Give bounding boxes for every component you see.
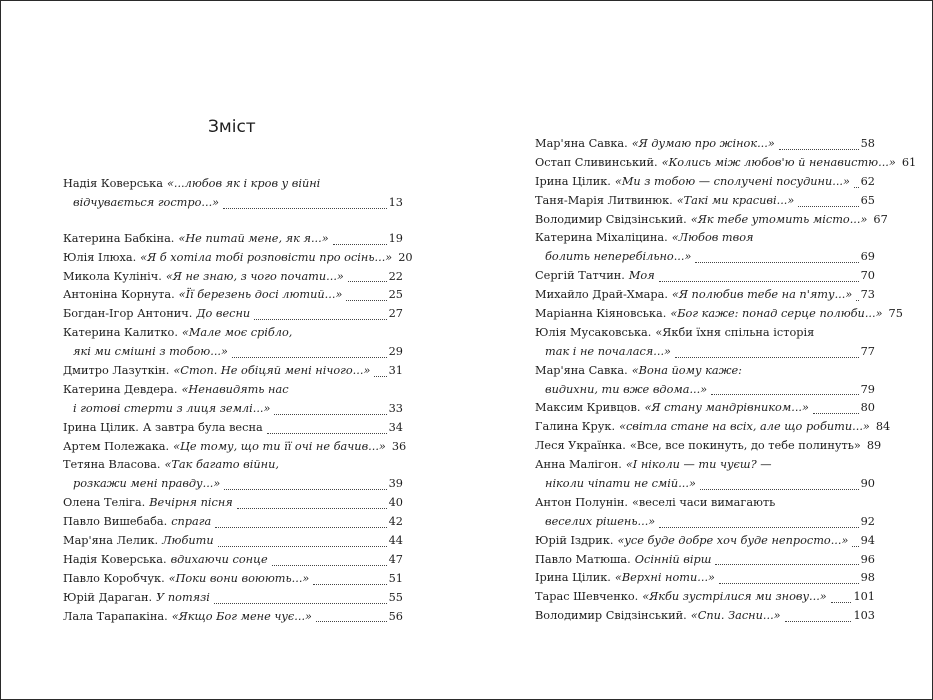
dot-leader xyxy=(813,413,859,414)
entry-title: «Якби їхня спільна історія xyxy=(655,325,815,339)
entry-title: «Якщо Бог мене чує...» xyxy=(171,609,312,623)
entry-author: Тарас Шевченко. xyxy=(535,590,639,604)
toc-entry xyxy=(63,305,403,324)
page-number: 94 xyxy=(860,533,875,547)
toc-line xyxy=(535,286,875,305)
entry-author: Артем Полежака. xyxy=(63,439,170,453)
dot-leader xyxy=(254,319,386,320)
toc-line xyxy=(535,607,875,626)
entry-author: Мар'яна Савка. xyxy=(535,363,628,377)
toc-entry xyxy=(63,362,403,381)
dot-leader xyxy=(274,414,386,415)
dot-leader xyxy=(659,281,859,282)
toc-line xyxy=(535,135,875,154)
toc-entry xyxy=(63,324,403,362)
toc-line-continued xyxy=(63,194,403,213)
entry-author: Лала Тарапакіна. xyxy=(63,609,168,623)
dot-leader xyxy=(267,433,387,434)
dot-leader xyxy=(831,602,852,603)
toc-gap xyxy=(63,213,403,230)
entry-title: «...любов як і кров у війні xyxy=(166,177,321,190)
entry-title: «Любов твоя xyxy=(671,231,754,245)
toc-left-column xyxy=(63,175,413,626)
page-number: 77 xyxy=(860,344,875,358)
entry-title: «Все, все покинуть, до тебе полинуть» xyxy=(629,439,861,453)
toc-line xyxy=(63,438,407,457)
toc-line xyxy=(63,381,403,400)
page-number: 13 xyxy=(388,195,403,209)
toc-entry xyxy=(535,494,875,532)
dot-leader xyxy=(675,357,859,358)
entry-title: «веселі часи вимагають xyxy=(632,495,776,509)
entry-author: Леся Українка. xyxy=(535,439,626,453)
toc-entry xyxy=(63,419,403,438)
entry-title: «Це тому, що ти її очі не бачив...» xyxy=(173,439,386,453)
entry-title: «Я не знаю, з чого почати...» xyxy=(165,269,344,283)
entry-author: Надія Коверська xyxy=(63,177,163,190)
entry-author: Дмитро Лазуткін. xyxy=(63,364,170,378)
entry-title: «Ми з тобою — сполучені посудини...» xyxy=(614,174,850,188)
entry-title: «Поки вони воюють...» xyxy=(168,571,310,585)
entry-title: До весни xyxy=(196,307,251,321)
page-number: 80 xyxy=(860,401,875,415)
entry-author: Михайло Драй-Хмара. xyxy=(535,288,668,302)
toc-entry xyxy=(63,268,403,287)
toc-line xyxy=(63,570,403,589)
page-number: 39 xyxy=(388,477,403,491)
toc-line xyxy=(535,305,903,324)
toc-line xyxy=(63,286,403,305)
toc-line xyxy=(63,456,403,475)
page-number: 90 xyxy=(860,477,875,491)
toc-line xyxy=(63,608,403,627)
page-number: 20 xyxy=(398,250,413,264)
entry-author: Юрій Іздрик. xyxy=(535,533,614,547)
toc-entry xyxy=(63,230,403,249)
page-number: 47 xyxy=(388,552,403,566)
toc-line xyxy=(535,229,875,248)
entry-title: «Спи. Засни...» xyxy=(690,609,781,623)
entry-title: «Я думаю про жінок...» xyxy=(631,137,775,150)
toc-entry xyxy=(535,324,875,362)
toc-line xyxy=(63,249,413,268)
page-number: 58 xyxy=(860,137,875,150)
toc-line xyxy=(63,268,403,287)
dot-leader xyxy=(711,394,858,395)
page-number: 75 xyxy=(888,307,903,321)
toc-line xyxy=(535,154,917,173)
dot-leader xyxy=(333,244,387,245)
toc-line xyxy=(535,437,882,456)
dot-leader xyxy=(779,149,859,150)
page-number: 19 xyxy=(388,231,403,245)
toc-line xyxy=(535,456,875,475)
dot-leader xyxy=(798,206,858,207)
toc-entry xyxy=(535,267,875,286)
toc-entry xyxy=(535,211,888,230)
page-number: 103 xyxy=(853,609,875,623)
toc-line xyxy=(63,589,403,608)
dot-leader xyxy=(659,527,858,528)
entry-author: Ірина Цілик. xyxy=(535,174,611,188)
entry-author: Антон Полунін. xyxy=(535,495,628,509)
entry-author: Галина Крук. xyxy=(535,420,616,434)
entry-title: «Я б хотіла тобі розповісти про осінь...» xyxy=(140,250,393,264)
toc-line xyxy=(535,211,888,230)
page-number: 62 xyxy=(860,174,875,188)
toc-entry xyxy=(535,607,875,626)
toc-line xyxy=(535,551,875,570)
entry-title: «Якби зустрілися ми знову...» xyxy=(642,590,827,604)
page-number: 56 xyxy=(388,609,403,623)
toc-line xyxy=(535,399,875,418)
toc-entry xyxy=(535,192,875,211)
page-number: 73 xyxy=(860,288,875,302)
toc-line xyxy=(535,173,875,192)
page-number: 55 xyxy=(388,590,403,604)
page-number: 34 xyxy=(388,420,403,434)
toc-line xyxy=(535,588,875,607)
dot-leader xyxy=(715,564,858,565)
page-number: 33 xyxy=(388,401,403,415)
toc-line xyxy=(535,324,875,343)
entry-author: Таня-Марія Литвинюк. xyxy=(535,193,673,207)
toc-entry xyxy=(535,551,875,570)
entry-title: «Колись між любов'ю й ненавистю...» xyxy=(661,155,896,169)
page-number: 61 xyxy=(901,155,917,169)
toc-entry xyxy=(63,456,403,494)
entry-title: «І ніколи — ти чуєш? — xyxy=(625,458,772,472)
page-number: 31 xyxy=(388,364,403,378)
entry-title: У потязі xyxy=(156,590,210,604)
toc-line-continued xyxy=(535,343,875,362)
entry-title: Вечірня пісня xyxy=(149,496,233,510)
dot-leader xyxy=(218,546,387,547)
toc-line xyxy=(63,494,403,513)
entry-title: «Так багато війни, xyxy=(164,458,279,472)
toc-entry xyxy=(535,305,903,324)
page-number: 70 xyxy=(860,269,875,283)
entry-title: «Стоп. Не обіцяй мені нічого...» xyxy=(173,364,371,378)
toc-entry xyxy=(535,173,875,192)
toc-line xyxy=(535,532,875,551)
toc-line xyxy=(535,267,875,286)
entry-author: Тетяна Власова. xyxy=(63,458,161,472)
entry-author: Володимир Свідзінський. xyxy=(535,609,687,623)
toc-line xyxy=(63,551,403,570)
toc-line xyxy=(63,305,403,324)
toc-line xyxy=(63,513,403,532)
entry-title: «Такі ми красиві...» xyxy=(676,193,795,207)
page-title: Зміст xyxy=(208,117,256,137)
entry-title: «Верхні ноти...» xyxy=(614,571,715,585)
entry-title: «Як тебе утомить місто...» xyxy=(690,212,868,226)
toc-entry xyxy=(63,381,403,419)
page-number: 92 xyxy=(860,514,875,528)
toc-entry xyxy=(63,551,403,570)
page-number: 27 xyxy=(388,307,403,321)
entry-title: вдихаючи сонце xyxy=(170,552,268,566)
entry-title: «Не питай мене, як я...» xyxy=(178,231,329,245)
dot-leader xyxy=(215,527,386,528)
toc-entry xyxy=(535,362,875,400)
entry-title: «Її березень досі лютий...» xyxy=(178,288,343,302)
entry-author: Павло Вишебаба. xyxy=(63,515,168,529)
entry-author: Надія Коверська. xyxy=(63,552,167,566)
toc-entry xyxy=(535,135,875,154)
toc-entry xyxy=(63,532,403,551)
page-number: 79 xyxy=(860,382,875,396)
page-number: 65 xyxy=(860,193,875,207)
entry-title: «Вона йому каже: xyxy=(631,363,742,377)
entry-title: спрага xyxy=(171,515,212,529)
toc-line-continued xyxy=(535,513,875,532)
dot-leader xyxy=(313,584,386,585)
toc-entry xyxy=(63,175,403,213)
entry-author: Катерина Калитко. xyxy=(63,326,178,340)
entry-title: «Я полюбив тебе на п'яту...» xyxy=(671,288,853,302)
toc-line xyxy=(535,418,891,437)
entry-title-continued: ніколи чіпати не смій...» xyxy=(545,477,696,491)
toc-line xyxy=(535,494,875,513)
entry-author: Юрій Дараган. xyxy=(63,590,153,604)
entry-title-continued: відчувається гостро...» xyxy=(73,195,220,209)
dot-leader xyxy=(232,357,387,358)
dot-leader xyxy=(237,508,387,509)
dot-leader xyxy=(348,281,387,282)
page-number: 98 xyxy=(860,571,875,585)
toc-line-continued xyxy=(535,248,875,267)
toc-line xyxy=(535,192,875,211)
page-number: 89 xyxy=(866,439,882,453)
entry-author: Остап Сливинський. xyxy=(535,155,658,169)
toc-entry xyxy=(535,229,875,267)
entry-title: Осінній вірш xyxy=(634,552,712,566)
toc-line xyxy=(63,324,403,343)
toc-entry xyxy=(535,437,882,456)
dot-leader xyxy=(223,208,387,209)
toc-line-continued xyxy=(63,343,403,362)
page-number: 69 xyxy=(860,250,875,264)
entry-title-continued: болить неперебільно...» xyxy=(545,250,692,264)
toc-line-continued xyxy=(63,475,403,494)
entry-author: Павло Коробчук. xyxy=(63,571,165,585)
toc-line-continued xyxy=(535,381,875,400)
entry-author: Богдан-Ігор Антонич. xyxy=(63,307,193,321)
toc-entry xyxy=(535,154,917,173)
entry-title-continued: так і не почалася...» xyxy=(545,344,671,358)
dot-leader xyxy=(856,300,858,301)
entry-title: «Я стану мандрівником...» xyxy=(644,401,809,415)
page-number: 84 xyxy=(875,420,891,434)
entry-title-continued: веселих рішень...» xyxy=(545,514,656,528)
entry-title: «світла стане на всіх, але що робити...» xyxy=(619,420,870,434)
entry-author: Юлія Ілюха. xyxy=(63,250,137,264)
toc-entry xyxy=(63,438,407,457)
entry-title: А завтра була весна xyxy=(142,420,263,434)
toc-entry xyxy=(63,570,403,589)
toc-entry xyxy=(535,399,875,418)
dot-leader xyxy=(695,262,858,263)
entry-title: «усе буде добре хоч буде непросто...» xyxy=(617,533,849,547)
entry-author: Анна Малігон. xyxy=(535,458,622,472)
entry-title-continued: видихни, ти вже вдома...» xyxy=(545,382,708,396)
toc-line xyxy=(63,532,403,551)
dot-leader xyxy=(700,489,859,490)
toc-entry xyxy=(535,456,875,494)
toc-line xyxy=(63,419,403,438)
entry-author: Юлія Мусаковська. xyxy=(535,325,652,339)
dot-leader xyxy=(316,621,387,622)
page-number: 42 xyxy=(388,515,403,529)
dot-leader xyxy=(785,621,852,622)
entry-author: Маріанна Кіяновська. xyxy=(535,307,667,321)
toc-entry xyxy=(535,418,891,437)
page-number: 29 xyxy=(388,345,403,359)
entry-author: Катерина Девдера. xyxy=(63,382,178,396)
entry-title: «Ненавидять нас xyxy=(181,382,289,396)
page-number: 101 xyxy=(853,590,875,604)
dot-leader xyxy=(346,300,386,301)
toc-entry xyxy=(535,286,875,305)
toc-line xyxy=(63,230,403,249)
toc-entry xyxy=(535,532,875,551)
toc-entry xyxy=(535,588,875,607)
dot-leader xyxy=(272,565,387,566)
dot-leader xyxy=(224,489,386,490)
entry-author: Микола Кулініч. xyxy=(63,269,162,283)
entry-author: Павло Матюша. xyxy=(535,552,631,566)
page-number: 51 xyxy=(388,571,403,585)
entry-author: Антоніна Корнута. xyxy=(63,288,175,302)
entry-title-continued: і готові стерти з лиця землі...» xyxy=(73,401,271,415)
entry-title: «Бог каже: понад серце полюби...» xyxy=(670,307,883,321)
entry-author: Катерина Бабкіна. xyxy=(63,231,175,245)
dot-leader xyxy=(214,603,387,604)
toc-line xyxy=(63,362,403,381)
toc-entry xyxy=(63,494,403,513)
entry-author: Олена Теліга. xyxy=(63,496,146,510)
toc-right-column xyxy=(535,135,917,626)
entry-title-continued: розкажи мені правду...» xyxy=(73,477,221,491)
toc-entry xyxy=(63,513,403,532)
page-number: 22 xyxy=(388,269,403,283)
page-number: 44 xyxy=(388,534,403,548)
toc-entry xyxy=(63,286,403,305)
page-number: 40 xyxy=(388,496,403,510)
dot-leader xyxy=(854,187,859,188)
toc-entry xyxy=(535,569,875,588)
entry-title: Моя xyxy=(628,269,655,283)
entry-author: Мар'яна Лелик. xyxy=(63,534,159,548)
entry-title: «Мале моє срібло, xyxy=(181,326,293,340)
dot-leader xyxy=(852,546,858,547)
dot-leader xyxy=(719,583,859,584)
dot-leader xyxy=(374,376,386,377)
toc-line-continued xyxy=(63,400,403,419)
toc-line xyxy=(535,362,875,381)
entry-author: Катерина Міхаліцина. xyxy=(535,231,668,245)
entry-author: Сергій Татчин. xyxy=(535,269,625,283)
page-number: 36 xyxy=(391,439,407,453)
entry-author: Мар'яна Савка. xyxy=(535,137,628,150)
page-number: 67 xyxy=(873,212,888,226)
page-number: 25 xyxy=(388,288,403,302)
toc-entry xyxy=(63,249,413,268)
entry-title-continued: які ми смішні з тобою...» xyxy=(73,345,228,359)
toc-line-continued xyxy=(535,475,875,494)
entry-title: Любити xyxy=(162,534,214,548)
toc-line xyxy=(63,175,403,194)
toc-entry xyxy=(63,589,403,608)
toc-line xyxy=(535,569,875,588)
toc-entry xyxy=(63,608,403,627)
entry-author: Ірина Цілик. xyxy=(535,571,611,585)
page-number: 96 xyxy=(860,552,875,566)
entry-author: Володимир Свідзінський. xyxy=(535,212,687,226)
entry-author: Максим Кривцов. xyxy=(535,401,641,415)
entry-author: Ірина Цілик. xyxy=(63,420,139,434)
